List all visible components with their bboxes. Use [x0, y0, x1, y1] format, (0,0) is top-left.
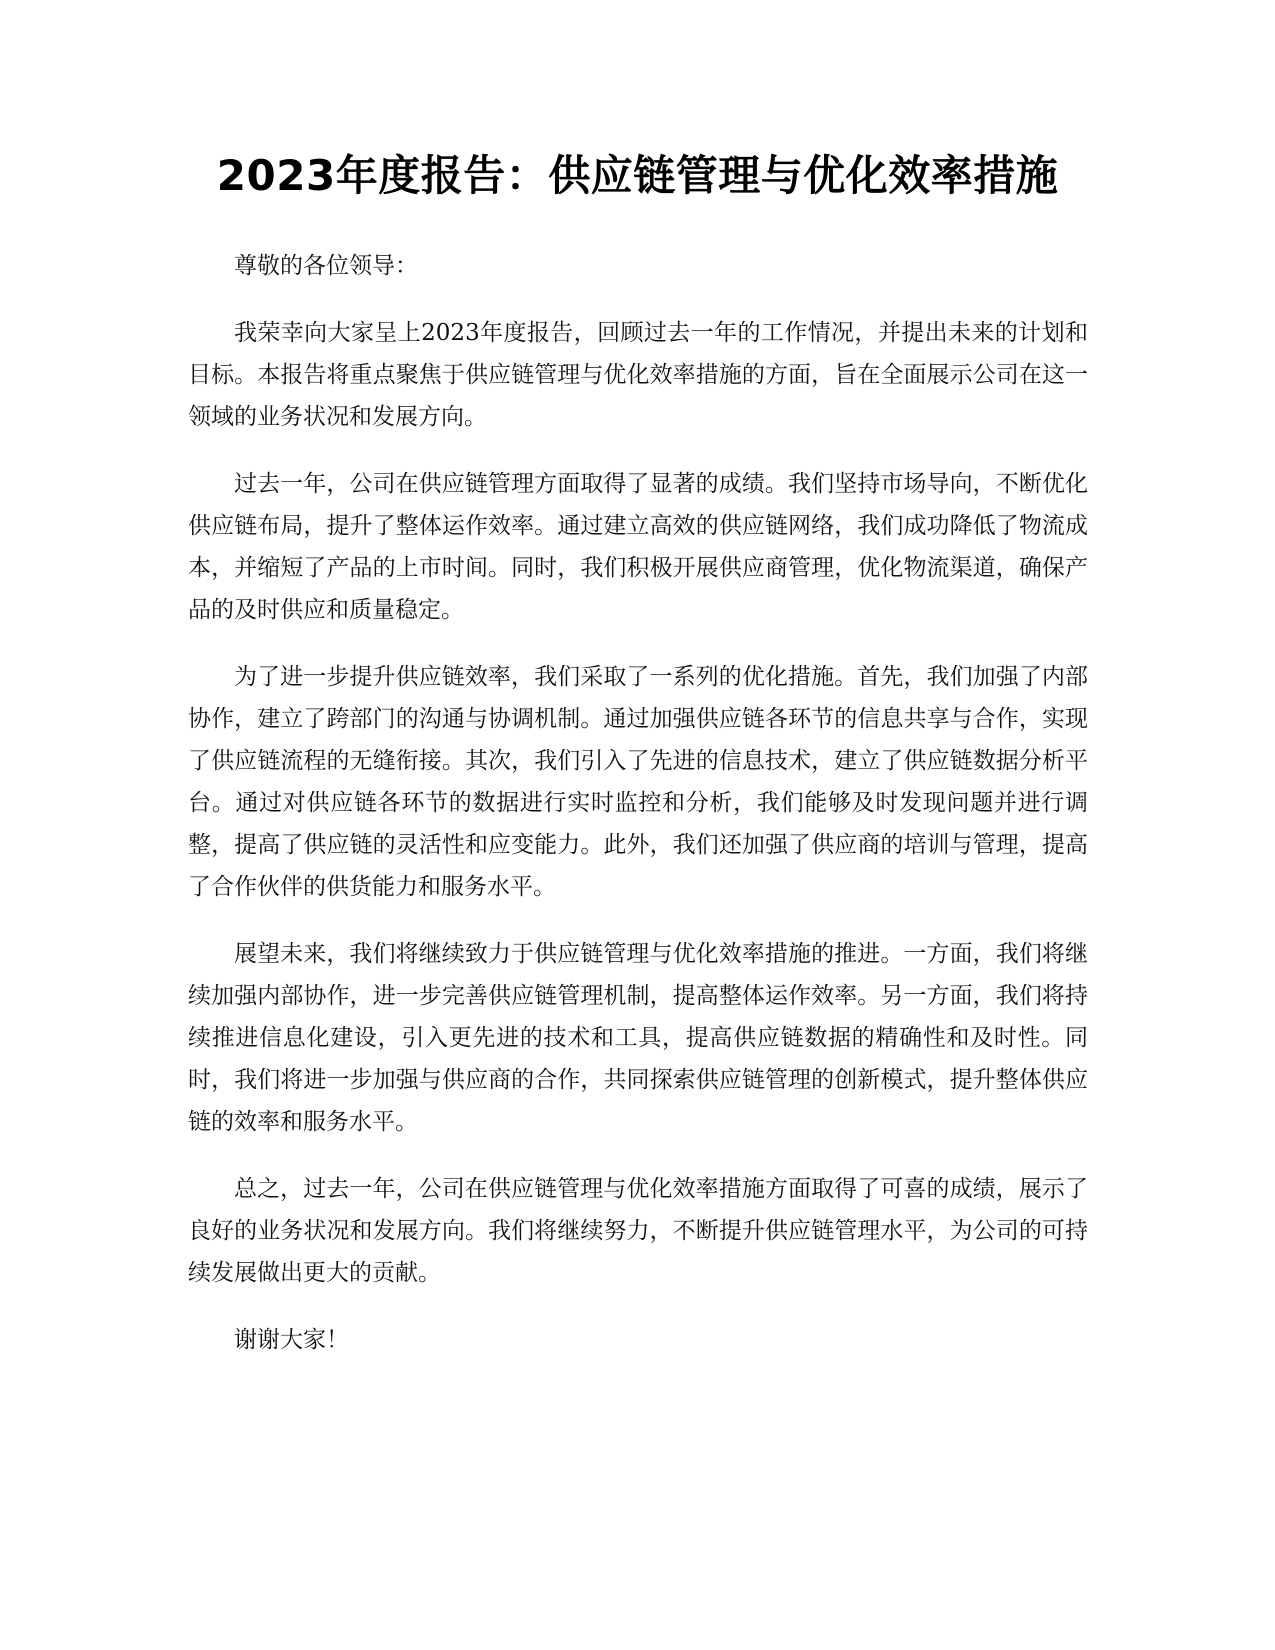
closing-paragraph: 谢谢大家！	[234, 1327, 349, 1353]
salutation-paragraph: 尊敬的各位领导：	[234, 253, 418, 279]
achievements-paragraph: 过去一年，公司在供应链管理方面取得了显著的成绩。我们坚持市场导向，不断优化供应链布局，提升了整体运作效率。通过建立高效的供应链网络，我们成功降低了物流成本，并缩短了产品的上市时间。同时，我们积极开展供应商管理，优化物流渠道，确保产品的及时供应和质量稳定。	[188, 471, 1088, 623]
summary-paragraph: 总之，过去一年，公司在供应链管理与优化效率措施方面取得了可喜的成绩，展示了良好的业务状况和发展方向。我们将继续努力，不断提升供应链管理水平，为公司的可持续发展做出更大的贡献。	[188, 1176, 1088, 1286]
intro-paragraph: 我荣幸向大家呈上2023年度报告，回顾过去一年的工作情况，并提出未来的计划和目标。本报告将重点聚焦于供应链管理与优化效率措施的方面，旨在全面展示公司在这一领域的业务状况和发展方向。	[188, 320, 1088, 430]
outlook-paragraph: 展望未来，我们将继续致力于供应链管理与优化效率措施的推进。一方面，我们将继续加强内部协作，进一步完善供应链管理机制，提高整体运作效率。另一方面，我们将持续推进信息化建设，引入更先进的技术和工具，提高供应链数据的精确性和及时性。同时，我们将进一步加强与供应商的合作，共同探索供应链管理的创新模式，提升整体供应链的效率和服务水平。	[188, 941, 1088, 1135]
document-title: 2023年度报告：供应链管理与优化效率措施	[216, 151, 1059, 200]
measures-paragraph: 为了进一步提升供应链效率，我们采取了一系列的优化措施。首先，我们加强了内部协作，建立了跨部门的沟通与协调机制。通过加强供应链各环节的信息共享与合作，实现了供应链流程的无缝衔接。其次，我们引入了先进的信息技术，建立了供应链数据分析平台。通过对供应链各环节的数据进行实时监控和分析，我们能够及时发现问题并进行调整，提高了供应链的灵活性和应变能力。此外，我们还加强了供应商的培训与管理，提高了合作伙伴的供货能力和服务水平。	[188, 664, 1088, 900]
document-body	[188, 245, 1088, 1386]
